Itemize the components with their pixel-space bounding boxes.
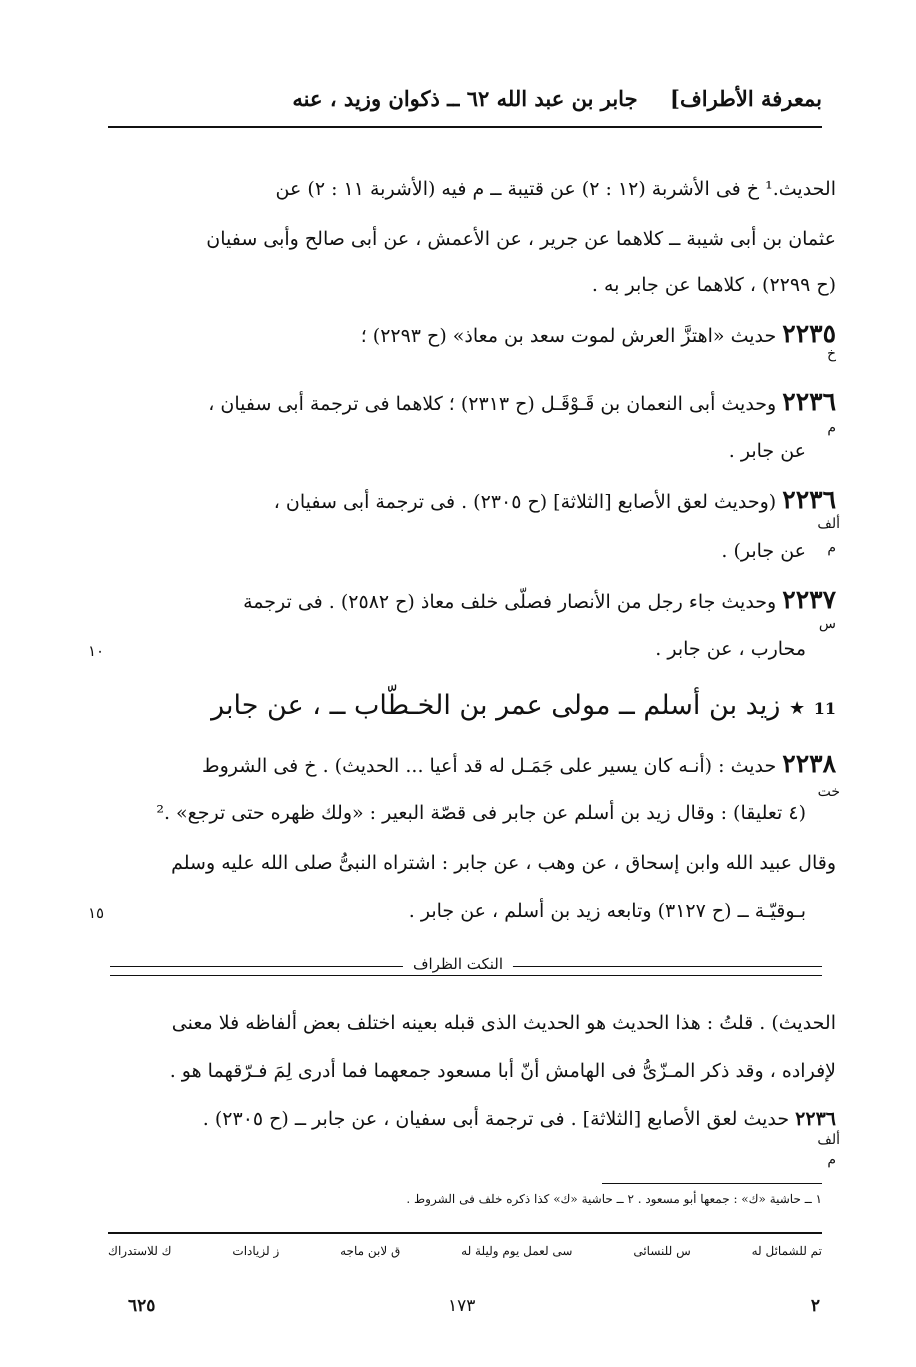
siglum: ألف bbox=[817, 1132, 840, 1148]
legend-item: ق لابن ماجه bbox=[340, 1244, 401, 1258]
sigla-legend bbox=[108, 1244, 822, 1258]
entry-2238 bbox=[108, 750, 836, 780]
note-line: لإفراده ، وقد ذكر المـزّىُّ فى الهامش أنّ أبا مسعود جمعهما فما أدرى لِمَ فـرّقهما هو . bbox=[169, 1060, 836, 1082]
entry-2236 bbox=[108, 388, 836, 418]
header-rule bbox=[108, 126, 822, 128]
note-entry bbox=[108, 1106, 836, 1133]
siglum: ألف bbox=[817, 516, 840, 532]
siglum: س bbox=[818, 616, 836, 632]
entry-text: (وحديث لعق الأصابع [الثلاثة] (ح ٢٣٠٥) . فى ترجمة أبى سفيان ، bbox=[273, 491, 777, 513]
entry-number: ٢٢٣٧ bbox=[782, 585, 836, 614]
entry-text: وحديث أبى النعمان بن قَـوْقَـل (ح ٢٣١٣) ؛ كلاهما فى ترجمة أبى سفيان ، bbox=[208, 393, 777, 415]
siglum: خت bbox=[817, 784, 840, 800]
footnotes: ١ ــ حاشية «ك» : جمعها أبو مسعود . ٢ ــ حاشية «ك» كذا ذكره خلف فى الشروط . bbox=[406, 1192, 822, 1206]
paragraph-line: (٤ تعليقا) : وقال زيد بن أسلم عن جابر فى قصّة البعير : «ولك ظهره حتى ترجع» .² bbox=[156, 802, 806, 824]
paragraph-line: وقال عبيد الله وابن إسحاق ، عن وهب ، عن جابر : اشتراه النبىُّ صلى الله عليه وسلم bbox=[171, 852, 836, 874]
star-icon: ★ bbox=[789, 698, 806, 719]
entry-number: ٢٢٣٦ bbox=[782, 485, 836, 514]
line-number: ١٠ bbox=[88, 642, 105, 660]
paragraph-line: الحديث.¹ خ فى الأشربة (١٢ : ٢) عن قتيبة ــ م فيه (الأشربة ١١ : ٢) عن bbox=[275, 178, 836, 200]
section-title: زيد بن أسلم ــ مولى عمر بن الخـطّاب ــ ، عن جابر bbox=[211, 690, 781, 721]
page-number-center: ١٧٣ bbox=[448, 1296, 476, 1316]
section-number: 11 bbox=[813, 699, 836, 718]
legend-item: ز لزيادات bbox=[232, 1244, 280, 1258]
entry-text: وحديث جاء رجل من الأنصار فصلّى خلف معاذ (ح ٢٥٨٢) . فى ترجمة bbox=[243, 591, 777, 613]
note-line: الحديث) . قلتُ : هذا الحديث هو الحديث الذى قبله بعينه اختلف بعض ألفاظه فلا معنى bbox=[171, 1012, 836, 1034]
footnote-rule bbox=[602, 1183, 822, 1184]
legend-item: ك للاستدراك bbox=[108, 1244, 172, 1258]
legend-rule bbox=[108, 1232, 822, 1234]
siglum: م bbox=[827, 420, 836, 436]
entry-2236a bbox=[108, 486, 836, 516]
entry-2237 bbox=[108, 586, 836, 616]
siglum: م bbox=[827, 540, 836, 556]
entry-cont: عن جابر . bbox=[728, 440, 806, 462]
paragraph-line: عثمان بن أبى شيبة ــ كلاهما عن جرير ، عن الأعمش ، عن أبى صالح وأبى سفيان bbox=[206, 228, 836, 250]
section-heading bbox=[108, 690, 836, 721]
paragraph-line: (ح ٢٢٩٩) ، كلاهما عن جابر به . bbox=[591, 274, 836, 296]
paragraph-line: بـوقيّـة ــ (ح ٣١٢٧) وتابعه زيد بن أسلم ، عن جابر . bbox=[408, 900, 806, 922]
header-chapter: جابر بن عبد الله ٦٢ ــ ذكوان وزيد ، عنه bbox=[292, 86, 638, 111]
page-number-left: ٦٢٥ bbox=[128, 1296, 156, 1316]
entry-text: حديث : (أنـه كان يسير على جَمَـل له قد أعيا ... الحديث) . خ فى الشروط bbox=[202, 755, 777, 777]
entry-text: حديث لعق الأصابع [الثلاثة] . فى ترجمة أبى سفيان ، عن جابر ــ (ح ٢٣٠٥) . bbox=[202, 1108, 790, 1130]
page-number-right: ٢ bbox=[810, 1296, 820, 1316]
separator-label: النكت الظراف bbox=[403, 955, 513, 973]
entry-cont: محارب ، عن جابر . bbox=[655, 638, 806, 660]
siglum: خ bbox=[826, 346, 836, 362]
entry-number: ٢٢٣٦ bbox=[795, 1108, 836, 1130]
legend-item: تم للشمائل له bbox=[751, 1244, 822, 1258]
entry-cont: عن جابر) . bbox=[721, 540, 806, 562]
legend-item: سى لعمل يوم وليلة له bbox=[461, 1244, 573, 1258]
header-title: بمعرفة الأطراف] bbox=[670, 86, 822, 111]
entry-number: ٢٢٣٥ bbox=[782, 319, 836, 348]
siglum: م bbox=[827, 1152, 836, 1168]
entry-number: ٢٢٣٨ bbox=[782, 749, 836, 778]
running-header bbox=[108, 86, 822, 122]
entry-2235 bbox=[108, 320, 836, 350]
legend-item: س للنسائى bbox=[633, 1244, 691, 1258]
entry-number: ٢٢٣٦ bbox=[782, 387, 836, 416]
line-number: ١٥ bbox=[88, 904, 105, 922]
entry-text: حديث «اهتزَّ العرش لموت سعد بن معاذ» (ح ٢٢٩٣) ؛ bbox=[360, 325, 777, 347]
